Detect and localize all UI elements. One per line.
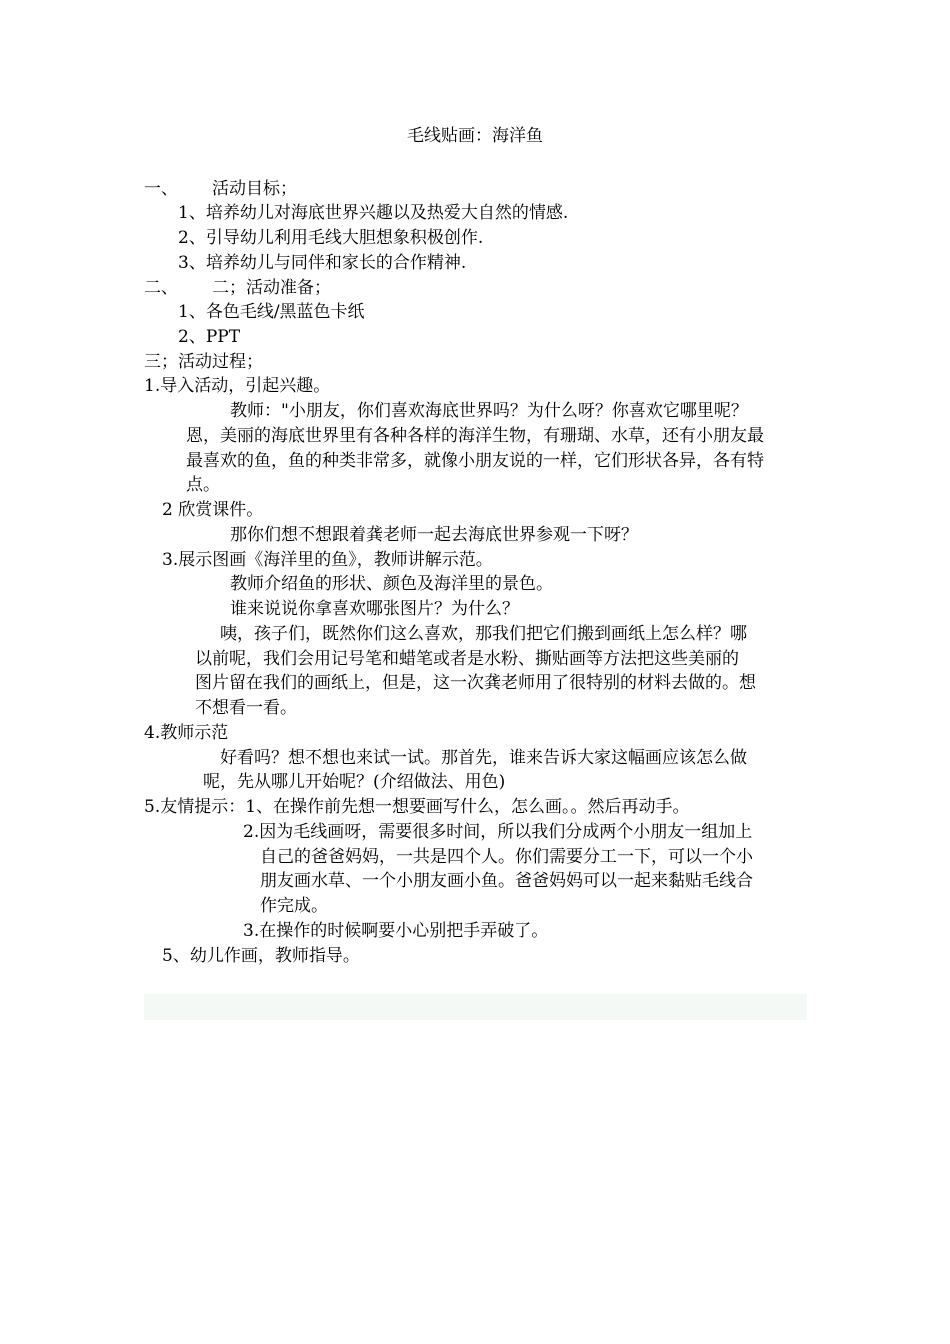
step3-line: 图片留在我们的画纸上，但是，这一次龚老师用了很特别的材料去做的。想 — [195, 673, 756, 693]
step5-line: 3.在操作的时候啊要小心别把手弄破了。 — [243, 921, 549, 941]
document-title: 毛线贴画：海洋鱼 — [407, 126, 543, 146]
step3-line: 咦，孩子们，既然你们这么喜欢，那我们把它们搬到画纸上怎么样？哪 — [220, 624, 747, 644]
section2-item: 1、各色毛线/黑蓝色卡纸 — [178, 302, 365, 322]
step2-line: 那你们想不想跟着龚老师一起去海底世界参观一下呀？ — [230, 525, 638, 545]
step1-line: 点。 — [186, 475, 220, 495]
step5-line: 2.因为毛线画呀，需要很多时间，所以我们分成两个小朋友一组加上 — [243, 822, 753, 842]
section1-number: 一、 — [144, 179, 178, 199]
step1-line: 最喜欢的鱼，鱼的种类非常多，就像小朋友说的一样，它们形状各异，各有特 — [186, 451, 764, 471]
step4-title: 4.教师示范 — [144, 723, 229, 743]
step4-line: 呢，先从哪儿开始呢？(介绍做法、用色) — [203, 772, 506, 792]
step6-title: 5、幼儿作画，教师指导。 — [162, 946, 360, 966]
step3-line: 以前呢，我们会用记号笔和蜡笔或者是水粉、撕贴画等方法把这些美丽的 — [195, 649, 739, 669]
step5-line: 自己的爸爸妈妈，一共是四个人。你们需要分工一下，可以一个小 — [260, 847, 753, 867]
section1-item: 1、培养幼儿对海底世界兴趣以及热爱大自然的情感. — [178, 203, 569, 223]
step2-title: 2 欣赏课件。 — [162, 500, 264, 520]
shaded-blank-area — [144, 994, 807, 1020]
step5-line: 朋友画水草、一个小朋友画小鱼。爸爸妈妈可以一起来黏贴毛线合 — [260, 871, 753, 891]
section1-item: 3、培养幼儿与同伴和家长的合作精神. — [178, 253, 467, 273]
section1-item: 2、引导幼儿利用毛线大胆想象积极创作. — [178, 228, 484, 248]
step5-line: 作完成。 — [260, 896, 328, 916]
step3-line: 不想看一看。 — [195, 698, 297, 718]
step3-line: 谁来说说你拿喜欢哪张图片？为什么？ — [230, 599, 519, 619]
section2-heading: 二；活动准备； — [212, 278, 331, 298]
step1-line: 教师："小朋友，你们喜欢海底世界吗？为什么呀？你喜欢它哪里呢？ — [230, 401, 748, 421]
step3-line: 教师介绍鱼的形状、颜色及海洋里的景色。 — [230, 574, 553, 594]
step1-line: 恩，美丽的海底世界里有各种各样的海洋生物，有珊瑚、水草，还有小朋友最 — [186, 426, 764, 446]
section1-heading: 活动目标； — [212, 179, 297, 199]
section2-item: 2、PPT — [178, 327, 241, 347]
step5-title: 5.友情提示：1、在操作前先想一想要画写什么，怎么画。。然后再动手。 — [144, 797, 690, 817]
section2-number: 二、 — [144, 278, 178, 298]
step4-line: 好看吗？想不想也来试一试。那首先，谁来告诉大家这幅画应该怎么做 — [220, 748, 747, 768]
section3-heading: 三；活动过程； — [144, 352, 263, 372]
step1-title: 1.导入活动，引起兴趣。 — [144, 376, 331, 396]
step3-title: 3.展示图画《海洋里的鱼》，教师讲解示范。 — [162, 550, 493, 570]
